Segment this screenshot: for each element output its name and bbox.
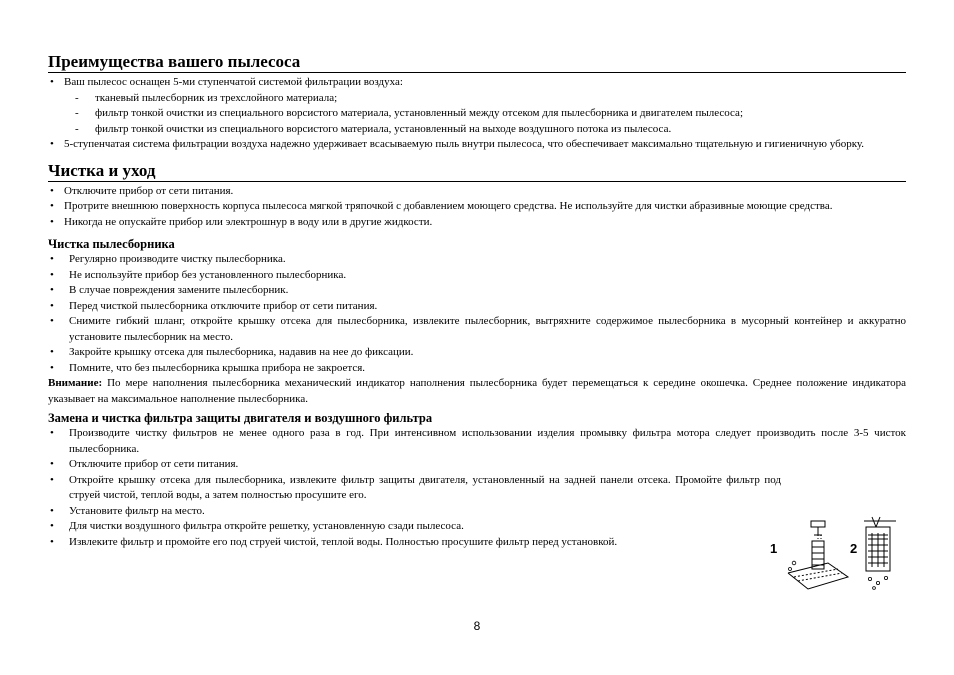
list-item: - фильтр тонкой очистки из специального ворсистого материала, установленный между отсеком для пылесборника и двигателем пылесоса; [64, 106, 906, 122]
illustration-svg [768, 515, 898, 595]
list-item: • Не используйте прибор без установленного пылесборника. [48, 268, 906, 284]
list-item: • Установите фильтр на место. [48, 504, 906, 520]
list-item: • 5-ступенчатая система фильтрации воздуха надежно удерживает всасываемую пыль внутри пылесоса, что обеспечивает максимально тщательную и гигиеничную уборку. [48, 137, 906, 153]
list-item: • Никогда не опускайте прибор или электрошнур в воду или в другие жидкости. [48, 215, 906, 231]
list-item: • Помните, что без пылесборника крышка прибора не закроется. [48, 361, 906, 377]
page-number: 8 [473, 619, 481, 633]
list-item: • Извлеките фильтр и промойте его под струей чистой, теплой воды. Полностью просушите фильтр перед установкой. [48, 535, 906, 551]
list-item: • Отключите прибор от сети питания. [48, 184, 906, 200]
step-1-label: 1 [770, 541, 778, 556]
list-item: - фильтр тонкой очистки из специального ворсистого материала, установленный на выходе воздушного потока из пылесоса. [64, 122, 906, 138]
list-item: • Снимите гибкий шланг, откройте крышку отсека для пылесборника, извлеките пылесборник, вытряхните содержимое пылесборника в мусорный контейнер и аккуратно установите пылесборник на место. [48, 314, 906, 345]
section-title-advantages: Преимущества вашего пылесоса [48, 52, 906, 73]
list-item: • Регулярно производите чистку пылесборника. [48, 252, 906, 268]
list-item: • Отключите прибор от сети питания. [48, 457, 906, 473]
attention-note: Внимание: По мере наполнения пылесборника механический индикатор наполнения пылесборника будет перемещаться к середине окошечка. Среднее положение индикатора указывает на максимальное наполнение пылесборника. [48, 377, 906, 405]
step-2-label: 2 [850, 541, 858, 556]
water-drops-icon [789, 561, 796, 570]
list-item: • Перед чисткой пылесборника отключите прибор от сети питания. [48, 299, 906, 315]
subsection-title-filters: Замена и чистка фильтра защиты двигателя и воздушного фильтра [48, 411, 433, 425]
list-item: - тканевый пылесборник из трехслойного материала; [64, 91, 906, 107]
drying-filter-icon [864, 517, 896, 571]
list-item: • Откройте крышку отсека для пылесборника, извлеките фильтр защиты двигателя, установленный на задней панели отсека. Промойте фильтр под струей чистой, теплой воды, а затем полностью просушите его. [48, 473, 781, 504]
attention-label: Внимание: [48, 377, 103, 389]
section-title-cleaning: Чистка и уход [48, 161, 906, 182]
list-item: • Производите чистку фильтров не менее одного раза в год. При интенсивном использовании изделия промывку фильтра мотора следует производить после 3-5 чисток пылесборника. [48, 426, 906, 457]
filter-cleaning-illustration [768, 515, 898, 595]
advantages-body [48, 75, 906, 153]
subsection-title-dustbag: Чистка пылесборника [48, 237, 175, 251]
cleaning-body [48, 184, 906, 231]
list-item: • Ваш пылесос оснащен 5-ми ступенчатой системой фильтрации воздуха: - тканевый пылесборник из трехслойного материала; - фильтр тонкой очистки из специального ворсистого материала, установленный между отсеком для пылесборника и двигателем пылесоса; - фильтр тонкой очистки из специального ворсистого материала, установленный на выходе воздушного потока из пылесоса. [48, 75, 906, 137]
list-item: • Закройте крышку отсека для пылесборника, надавив на нее до фиксации. [48, 345, 906, 361]
manual-page [48, 52, 906, 550]
list-item: • Протрите внешнюю поверхность корпуса пылесоса мягкой тряпочкой с добавлением моющего средства. Не используйте для чистки абразивные моющие средства. [48, 199, 906, 215]
dripping-drops-icon [868, 576, 887, 589]
dustbag-body [48, 252, 906, 407]
list-item: • В случае повреждения замените пылесборник. [48, 283, 906, 299]
list-item: • Для чистки воздушного фильтра откройте решетку, установленную сзади пылесоса. [48, 519, 906, 535]
